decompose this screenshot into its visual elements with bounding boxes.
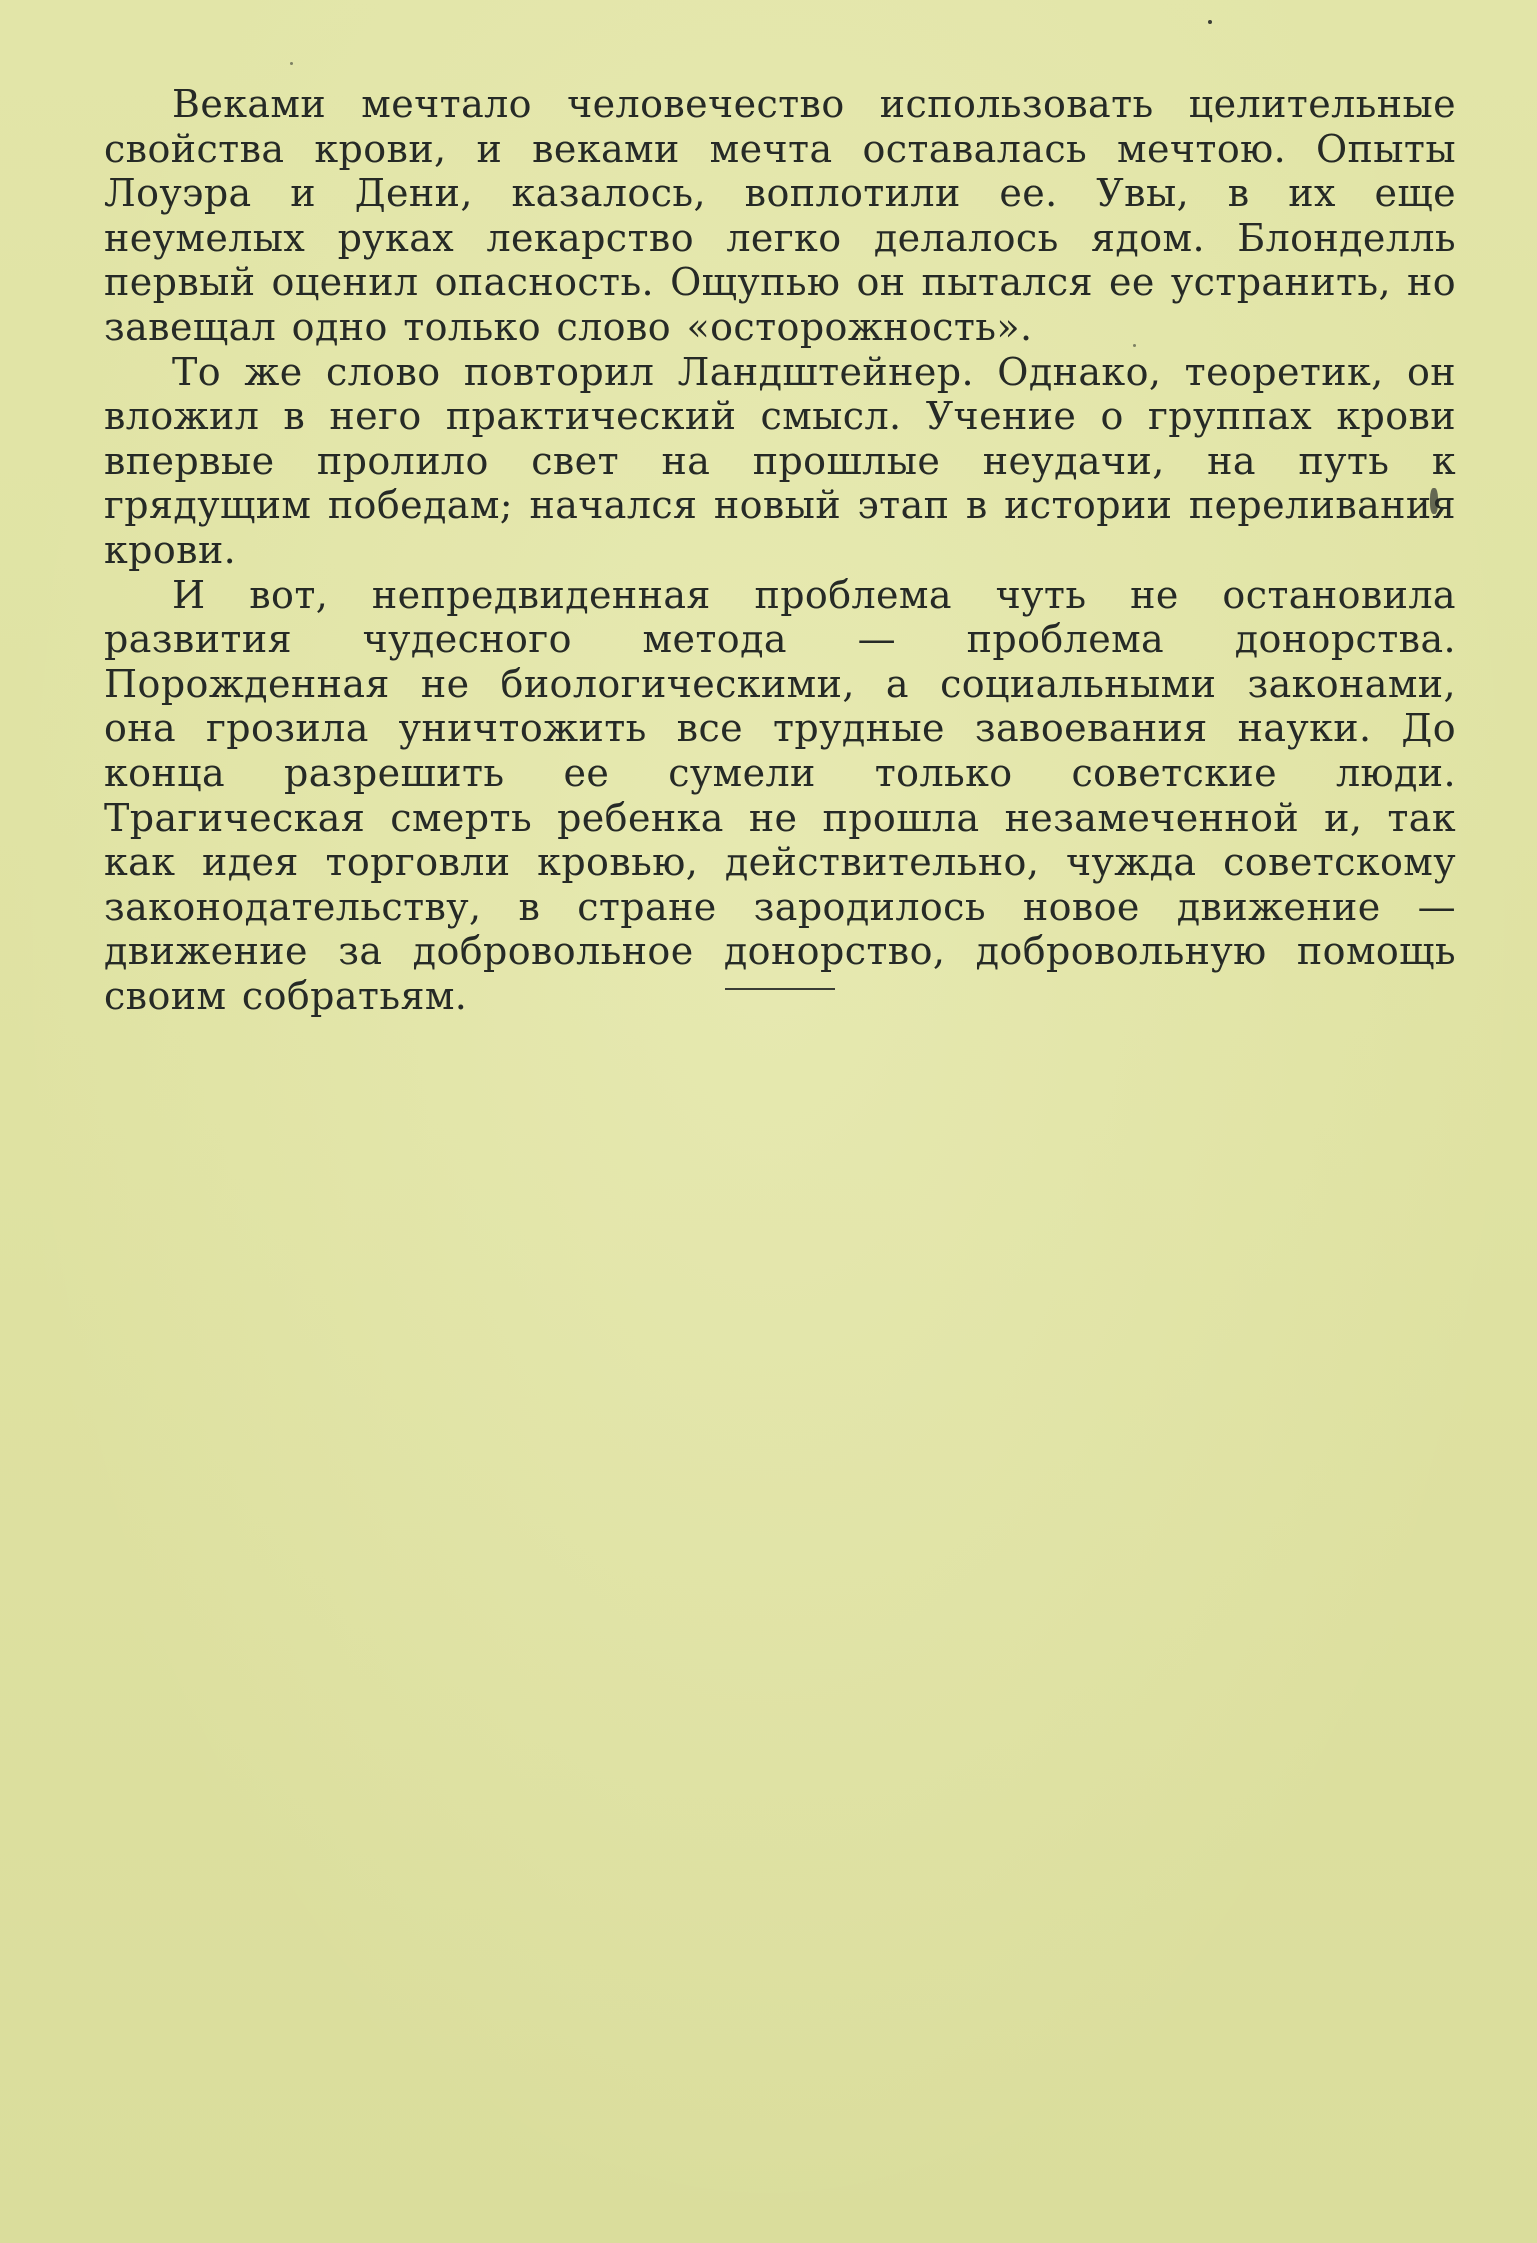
ink-speck <box>290 62 293 65</box>
body-text <box>104 82 1456 1018</box>
paragraph-1: Веками мечтало человечество использовать целительные свойства крови, и веками мечта оставалась мечтою. Опыты Лоуэра и Дени, казалось, воплотили ее. Увы, в их еще неумелых руках лекарство легко делалось ядом. Блонделль первый оценил опасность. Ощупью он пытался ее устранить, но завещал одно только слово «осторожность». <box>104 82 1456 349</box>
section-divider <box>725 988 835 990</box>
ink-speck <box>1208 20 1212 24</box>
paragraph-3: И вот, непредвиденная проблема чуть не остановила развития чудесного метода — проблема донорства. Порожденная не биологическими, а социальными законами, она грозила уничтожить все трудные завоевания науки. До конца разрешить ее сумели только советские люди. Трагическая смерть ребенка не прошла незамеченной и, так как идея торговли кровью, действительно, чужда советскому законодательству, в стране зародилось новое движение — движение за добровольное донорство, добровольную помощь своим собратьям. <box>104 572 1456 1018</box>
paragraph-2: То же слово повторил Ландштейнер. Однако, теоретик, он вложил в него практический смысл. Учение о группах крови впервые пролило свет на прошлые неудачи, на путь к грядущим победам; начался новый этап в истории переливания крови. <box>104 349 1456 572</box>
